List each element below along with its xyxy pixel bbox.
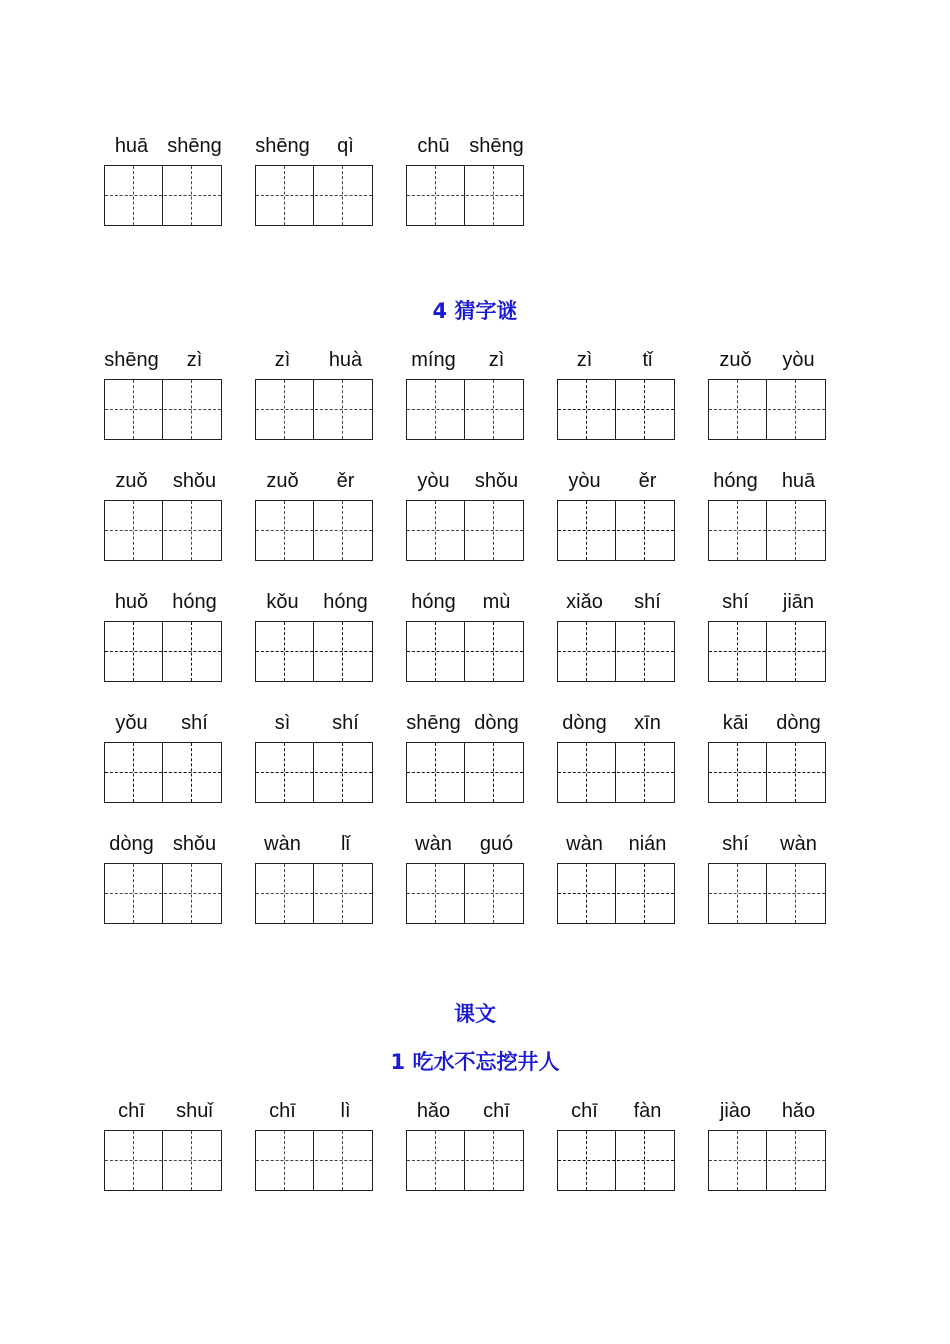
pinyin-syllable: kǒu: [266, 591, 299, 613]
writing-grid-box[interactable]: [406, 863, 524, 924]
grid-guide-line: [105, 1160, 221, 1161]
word-cell: [557, 709, 675, 803]
grid-guide-line: [407, 530, 523, 531]
pinyin-label: [255, 132, 373, 162]
pinyin-label: [406, 467, 524, 497]
writing-grid-box[interactable]: [708, 742, 826, 803]
pinyin-syllable: chū: [417, 135, 450, 157]
grid-guide-line: [407, 772, 523, 773]
writing-grid-box[interactable]: [708, 500, 826, 561]
word-row: [104, 830, 844, 924]
pinyin-syllable: qì: [337, 135, 354, 157]
pinyin-syllable: shēng: [255, 135, 310, 157]
grid-guide-line: [105, 409, 221, 410]
writing-grid-box[interactable]: [557, 1130, 675, 1191]
pinyin-syllable: hǎo: [416, 1100, 451, 1122]
pinyin-label: [255, 830, 373, 860]
pinyin-syllable: yòu: [568, 470, 601, 492]
grid-guide-line: [709, 530, 825, 531]
word-cell: [255, 346, 373, 440]
pinyin-label: [557, 588, 675, 618]
pinyin-syllable: chī: [483, 1100, 510, 1122]
pinyin-syllable: sì: [274, 712, 291, 734]
pinyin-label: [557, 830, 675, 860]
pinyin-syllable: nián: [628, 833, 667, 855]
grid-guide-line: [407, 893, 523, 894]
grid-guide-line: [709, 772, 825, 773]
pinyin-label: [708, 1097, 826, 1127]
writing-grid-box[interactable]: [255, 165, 373, 226]
pinyin-label: [406, 709, 524, 739]
pinyin-syllable: shēng: [469, 135, 524, 157]
grid-guide-line: [407, 409, 523, 410]
pinyin-syllable: hóng: [713, 470, 758, 492]
pinyin-syllable: dòng: [562, 712, 607, 734]
writing-grid-box[interactable]: [104, 863, 222, 924]
pinyin-syllable: jiān: [782, 591, 815, 613]
writing-grid-box[interactable]: [406, 500, 524, 561]
writing-grid-box[interactable]: [255, 500, 373, 561]
pinyin-syllable: shí: [722, 833, 749, 855]
word-cell: [708, 346, 826, 440]
pinyin-syllable: guó: [479, 833, 514, 855]
word-cell: [557, 346, 675, 440]
grid-guide-line: [407, 651, 523, 652]
writing-grid-box[interactable]: [557, 500, 675, 561]
grid-guide-line: [105, 893, 221, 894]
grid-guide-line: [558, 1160, 674, 1161]
section-heading-lesson-1: 1 吃水不忘挖井人: [390, 1050, 560, 1074]
word-cell: [255, 588, 373, 682]
word-cell: [104, 709, 222, 803]
pinyin-syllable: zì: [274, 349, 291, 371]
writing-grid-box[interactable]: [104, 165, 222, 226]
writing-grid-box[interactable]: [708, 1130, 826, 1191]
pinyin-label: [708, 830, 826, 860]
word-row: [104, 467, 844, 561]
grid-guide-line: [256, 409, 372, 410]
pinyin-syllable: lǐ: [341, 833, 350, 855]
word-row: [104, 346, 844, 440]
writing-grid-box[interactable]: [406, 621, 524, 682]
grid-guide-line: [558, 893, 674, 894]
pinyin-syllable: huà: [328, 349, 363, 371]
writing-grid-box[interactable]: [104, 1130, 222, 1191]
writing-grid-box[interactable]: [708, 621, 826, 682]
pinyin-syllable: wàn: [566, 833, 603, 855]
pinyin-syllable: shuǐ: [176, 1100, 213, 1122]
word-cell: [557, 467, 675, 561]
word-cell: [104, 346, 222, 440]
grid-guide-line: [256, 530, 372, 531]
writing-grid-box[interactable]: [104, 621, 222, 682]
word-cell: [406, 346, 524, 440]
pinyin-syllable: ěr: [336, 470, 355, 492]
grid-guide-line: [558, 409, 674, 410]
grid-guide-line: [407, 195, 523, 196]
writing-grid-box[interactable]: [104, 742, 222, 803]
pinyin-syllable: huā: [114, 135, 149, 157]
pinyin-label: [255, 709, 373, 739]
writing-grid-box[interactable]: [406, 379, 524, 440]
writing-grid-box[interactable]: [406, 165, 524, 226]
pinyin-label: [557, 1097, 675, 1127]
pinyin-syllable: zuǒ: [266, 470, 299, 492]
pinyin-label: [104, 467, 222, 497]
word-cell: [406, 588, 524, 682]
grid-guide-line: [256, 651, 372, 652]
pinyin-syllable: chī: [118, 1100, 145, 1122]
pinyin-label: [406, 830, 524, 860]
pinyin-syllable: wàn: [264, 833, 301, 855]
pinyin-syllable: hǎo: [781, 1100, 816, 1122]
word-cell: [255, 830, 373, 924]
grid-guide-line: [709, 893, 825, 894]
word-cell: [255, 132, 373, 226]
pinyin-syllable: shǒu: [172, 470, 217, 492]
grid-guide-line: [256, 195, 372, 196]
writing-grid-box[interactable]: [104, 500, 222, 561]
pinyin-syllable: hóng: [172, 591, 217, 613]
word-cell: [406, 132, 524, 226]
word-cell: [708, 467, 826, 561]
pinyin-syllable: xiǎo: [566, 591, 603, 613]
grid-guide-line: [558, 772, 674, 773]
writing-grid-box[interactable]: [255, 1130, 373, 1191]
word-cell: [708, 709, 826, 803]
pinyin-syllable: lì: [340, 1100, 351, 1122]
word-cell: [255, 467, 373, 561]
word-cell: [406, 709, 524, 803]
word-row: [104, 588, 844, 682]
pinyin-syllable: shí: [722, 591, 749, 613]
writing-grid-box[interactable]: [557, 863, 675, 924]
grid-guide-line: [709, 1160, 825, 1161]
word-cell: [255, 1097, 373, 1191]
grid-guide-line: [558, 530, 674, 531]
word-cell: [406, 467, 524, 561]
word-cell: [104, 467, 222, 561]
pinyin-syllable: míng: [411, 349, 456, 371]
word-cell: [708, 830, 826, 924]
pinyin-syllable: hóng: [411, 591, 456, 613]
word-cell: [255, 709, 373, 803]
word-row: [104, 132, 844, 226]
pinyin-label: [406, 1097, 524, 1127]
grid-guide-line: [407, 1160, 523, 1161]
grid-guide-line: [105, 530, 221, 531]
writing-grid-box[interactable]: [255, 379, 373, 440]
pinyin-label: [708, 467, 826, 497]
word-cell: [406, 1097, 524, 1191]
writing-grid-box[interactable]: [255, 863, 373, 924]
word-cell: [104, 588, 222, 682]
pinyin-syllable: xīn: [634, 712, 661, 734]
pinyin-label: [406, 132, 524, 162]
pinyin-syllable: jiào: [719, 1100, 752, 1122]
pinyin-syllable: shǒu: [474, 470, 519, 492]
grid-guide-line: [256, 893, 372, 894]
pinyin-label: [557, 467, 675, 497]
pinyin-syllable: yǒu: [115, 712, 148, 734]
section-heading-riddle: 4 猜字谜: [432, 299, 518, 323]
pinyin-label: [104, 132, 222, 162]
writing-grid-box[interactable]: [255, 621, 373, 682]
pinyin-syllable: shǒu: [172, 833, 217, 855]
pinyin-syllable: shí: [634, 591, 661, 613]
word-cell: [104, 132, 222, 226]
section-heading-texts: 课文: [454, 1002, 496, 1026]
writing-grid-box[interactable]: [557, 742, 675, 803]
pinyin-label: [557, 346, 675, 376]
pinyin-label: [255, 346, 373, 376]
pinyin-label: [104, 830, 222, 860]
word-cell: [406, 830, 524, 924]
word-cell: [104, 830, 222, 924]
pinyin-label: [255, 588, 373, 618]
pinyin-label: [406, 346, 524, 376]
pinyin-syllable: shēng: [406, 712, 461, 734]
pinyin-syllable: shēng: [104, 349, 159, 371]
grid-guide-line: [105, 772, 221, 773]
grid-guide-line: [256, 772, 372, 773]
writing-grid-box[interactable]: [708, 379, 826, 440]
writing-grid-box[interactable]: [557, 379, 675, 440]
word-cell: [708, 588, 826, 682]
word-cell: [557, 1097, 675, 1191]
pinyin-syllable: fàn: [633, 1100, 662, 1122]
grid-guide-line: [256, 1160, 372, 1161]
pinyin-label: [557, 709, 675, 739]
word-cell: [557, 588, 675, 682]
grid-guide-line: [709, 651, 825, 652]
pinyin-syllable: yòu: [782, 349, 815, 371]
word-cell: [104, 1097, 222, 1191]
pinyin-label: [104, 1097, 222, 1127]
word-row: [104, 709, 844, 803]
pinyin-syllable: shēng: [167, 135, 222, 157]
grid-guide-line: [558, 651, 674, 652]
pinyin-syllable: huā: [781, 470, 816, 492]
pinyin-label: [104, 709, 222, 739]
pinyin-syllable: chī: [269, 1100, 296, 1122]
pinyin-label: [255, 1097, 373, 1127]
word-row: [104, 1097, 844, 1191]
pinyin-syllable: shí: [181, 712, 208, 734]
pinyin-syllable: shí: [332, 712, 359, 734]
pinyin-syllable: ěr: [638, 470, 657, 492]
pinyin-syllable: mù: [482, 591, 511, 613]
pinyin-syllable: zì: [186, 349, 203, 371]
pinyin-syllable: zì: [576, 349, 593, 371]
pinyin-syllable: wàn: [415, 833, 452, 855]
pinyin-syllable: tǐ: [642, 349, 653, 371]
writing-grid-box[interactable]: [708, 863, 826, 924]
pinyin-syllable: zì: [488, 349, 505, 371]
word-cell: [557, 830, 675, 924]
pinyin-label: [104, 346, 222, 376]
pinyin-label: [708, 346, 826, 376]
writing-grid-box[interactable]: [255, 742, 373, 803]
pinyin-syllable: huǒ: [114, 591, 149, 613]
pinyin-syllable: chī: [571, 1100, 598, 1122]
grid-guide-line: [709, 409, 825, 410]
writing-grid-box[interactable]: [406, 742, 524, 803]
pinyin-label: [255, 467, 373, 497]
writing-grid-box[interactable]: [557, 621, 675, 682]
pinyin-syllable: wàn: [780, 833, 817, 855]
pinyin-syllable: dòng: [474, 712, 519, 734]
grid-guide-line: [105, 195, 221, 196]
word-cell: [708, 1097, 826, 1191]
pinyin-syllable: dòng: [109, 833, 154, 855]
writing-grid-box[interactable]: [104, 379, 222, 440]
pinyin-syllable: dòng: [776, 712, 821, 734]
pinyin-label: [104, 588, 222, 618]
pinyin-label: [708, 588, 826, 618]
pinyin-syllable: hóng: [323, 591, 368, 613]
pinyin-label: [406, 588, 524, 618]
pinyin-syllable: kāi: [722, 712, 749, 734]
writing-grid-box[interactable]: [406, 1130, 524, 1191]
pinyin-syllable: zuǒ: [719, 349, 752, 371]
grid-guide-line: [105, 651, 221, 652]
pinyin-syllable: yòu: [417, 470, 450, 492]
pinyin-label: [708, 709, 826, 739]
pinyin-syllable: zuǒ: [115, 470, 148, 492]
